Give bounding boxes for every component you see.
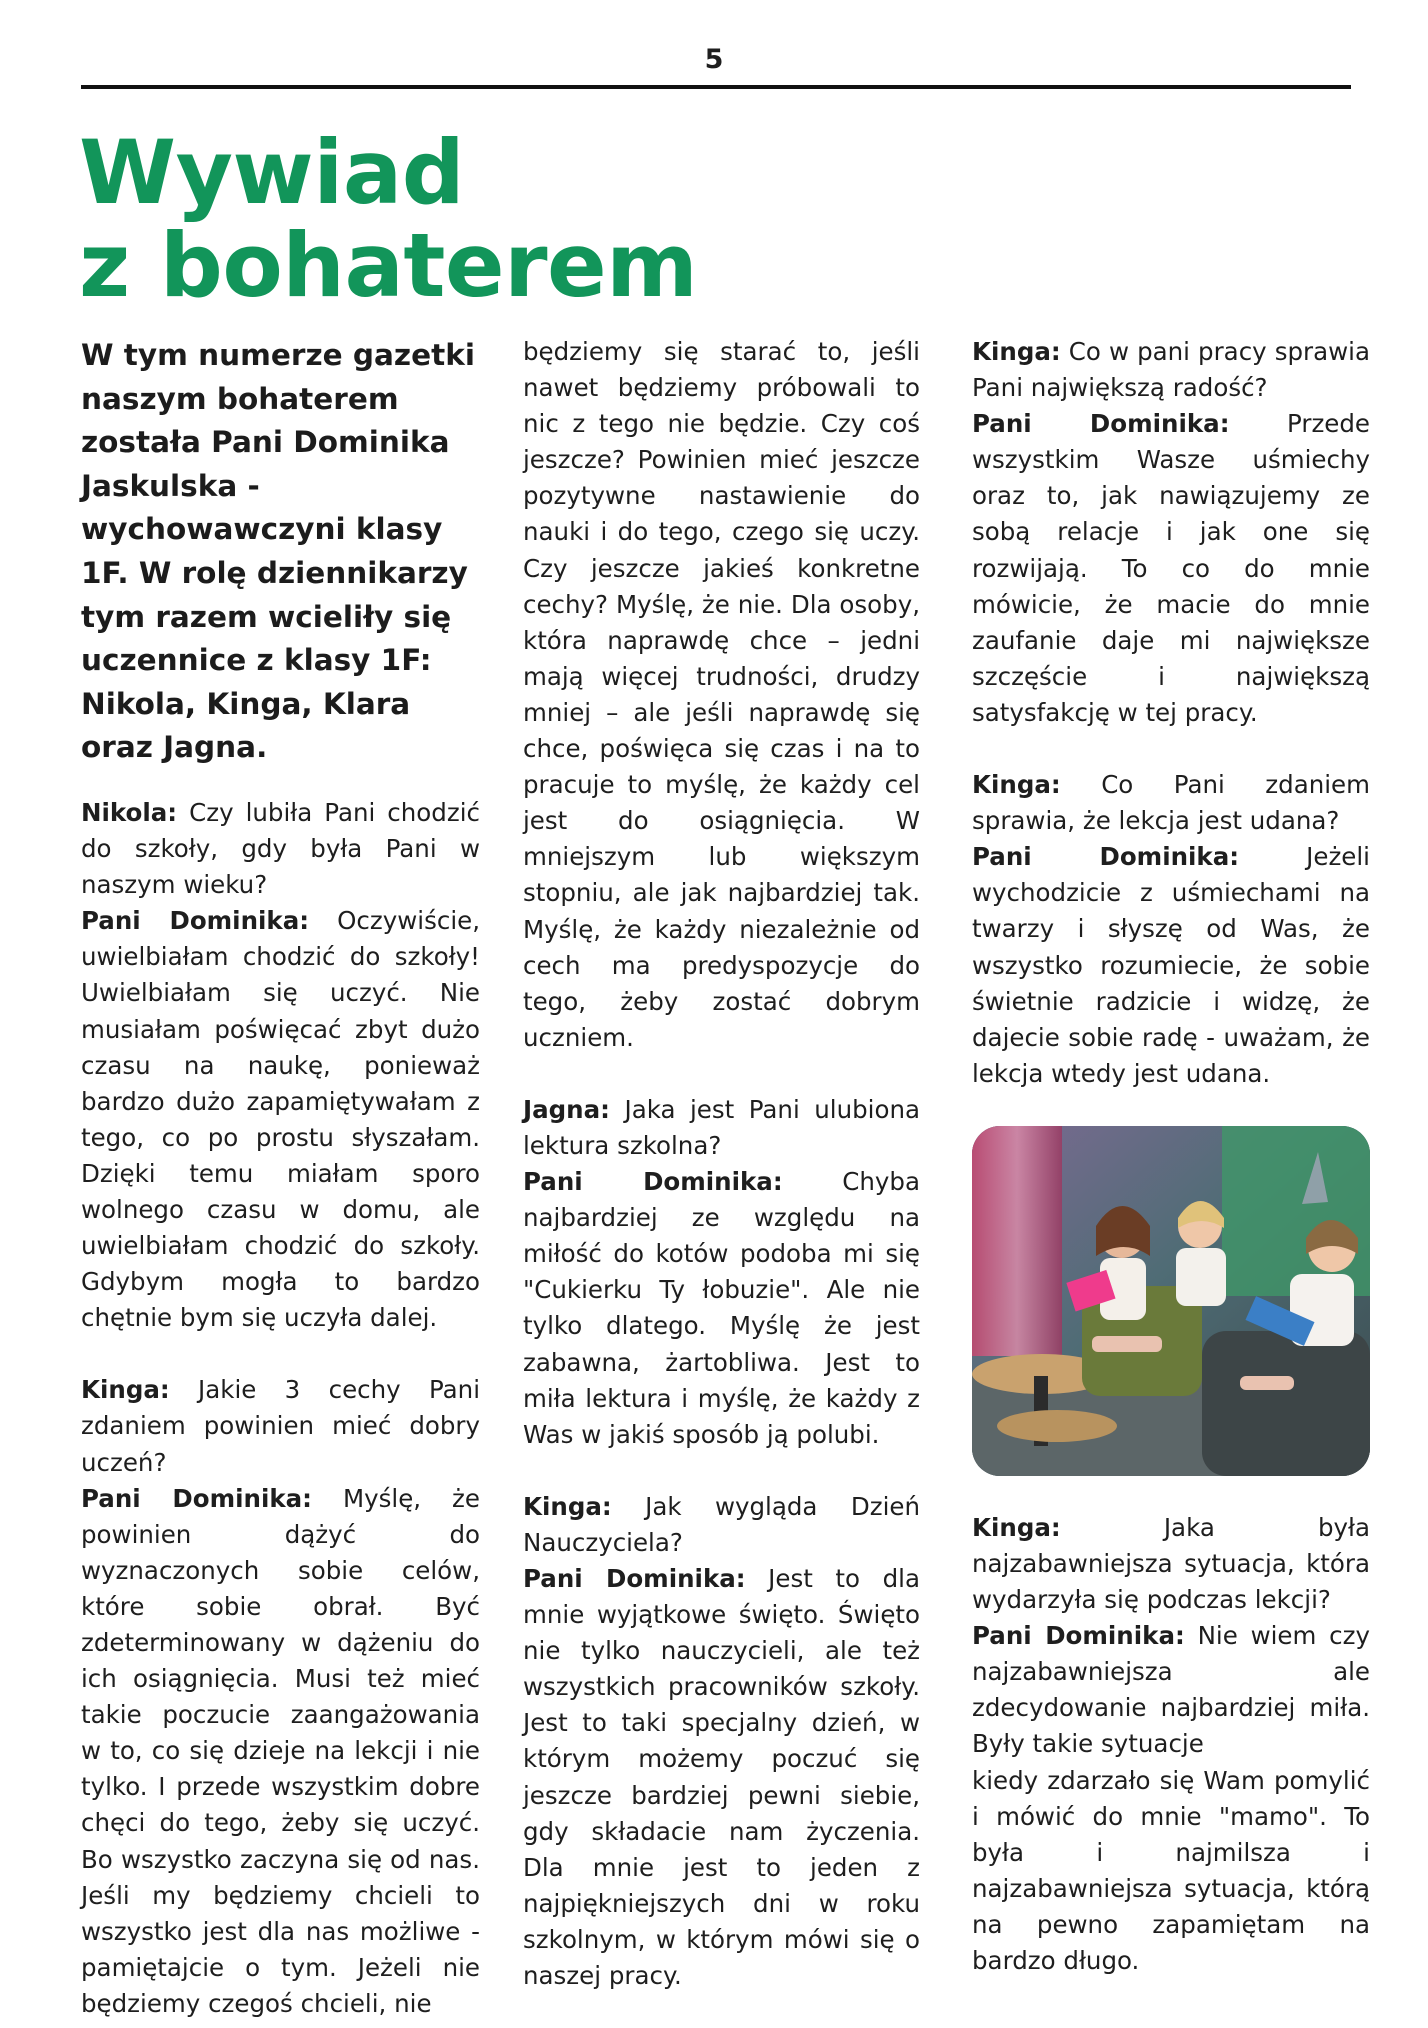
answer-5 xyxy=(972,406,1370,731)
answer-7-continued: kiedy zdarzało się Wam pomylić i mówić do mnie "mamo". To była i najmilsza i najzabawniejsza sytuacja, którą na pewno zapamiętam na bardzo długo. xyxy=(972,1765,1370,1975)
answer-text: Przede wszystkim Wasze uśmiechy oraz to, jak nawiązujemy ze sobą relacje i jak one się rozwijają. To co do mnie mówicie, że macie do mnie zaufanie daje mi największe szczęście i największą satysfakcję w tej pracy. xyxy=(972,409,1370,727)
question-text: Co Pani zdaniem sprawia, że lekcja jest udana? xyxy=(972,770,1370,836)
speaker-label: Pani Dominika: xyxy=(972,1621,1185,1651)
article-title xyxy=(79,121,698,317)
column-1 xyxy=(81,334,480,2022)
question-7 xyxy=(972,1510,1370,1618)
answer-text: Myślę, że powinien dążyć do wyznaczonych sobie celów, które sobie obrał. Być zdeterminowany w dążeniu do ich osiągnięcia. Musi też mieć takie poczucie zaangażowania w to, co się dzieje na lekcji i nie tylko. I przede wszystkim dobre chęci do tego, żeby się uczyć. Bo wszystko zaczyna się od nas. Jeśli my będziemy chcieli to wszystko jest dla nas możliwe - pamiętajcie o tym. Jeżeli nie będziemy czegoś chcieli, nie xyxy=(81,1483,480,2018)
question-text: Jaka jest Pani ulubiona lektura szkolna? xyxy=(523,1094,920,1160)
header-rule xyxy=(81,85,1351,89)
speaker-label: Pani Dominika: xyxy=(81,1483,312,1513)
answer-text: Jest to dla mnie wyjątkowe święto. Święto nie tylko nauczycieli, ale też wszystkich pracowników szkoły. Jest to taki specjalny dzień, w którym możemy poczuć się jeszcze bardziej pewni siebie, gdy składacie nam życzenia. Dla mnie jest to jeden z najpiękniejszych dni w roku szkolnym, w którym mówi się o naszej pracy. xyxy=(523,1564,920,1991)
question-text: Co w pani pracy sprawia Pani największą radość? xyxy=(972,337,1370,403)
speaker-label: Nikola: xyxy=(81,797,178,827)
speaker-label: Kinga: xyxy=(972,1512,1061,1542)
answer-2 xyxy=(81,1481,480,2022)
answer-4 xyxy=(523,1561,920,1994)
classroom-photo xyxy=(972,1126,1370,1476)
answer-6 xyxy=(972,839,1370,1092)
speaker-label: Kinga: xyxy=(523,1491,612,1521)
question-2 xyxy=(81,1372,480,1480)
question-text: Jaka była najzabawniejsza sytuacja, która wydarzyła się podczas lekcji? xyxy=(972,1512,1370,1615)
speaker-label: Pani Dominika: xyxy=(81,906,310,936)
title-line-2: z bohaterem xyxy=(79,214,698,317)
column-2 xyxy=(523,334,920,1994)
speaker-label: Pani Dominika: xyxy=(972,409,1230,439)
answer-text: Jeżeli wychodzicie z uśmiechami na twarzy i słyszę od Was, że wszystko rozumiecie, że sobie świetnie radzicie i widzę, że dajecie sobie radę - uważam, że lekcja wtedy jest udana. xyxy=(972,842,1370,1088)
answer-1 xyxy=(81,903,480,1336)
answer-text: Oczywiście, uwielbiałam chodzić do szkoły! Uwielbiałam się uczyć. Nie musiałam poświęcać zbyt dużo czasu na naukę, ponieważ bardzo dużo zapamiętywałam z tego, co po prostu słyszałam. Dzięki temu miałam sporo wolnego czasu w domu, ale uwielbiałam chodzić do szkoły. Gdybym mogła to bardzo chętnie bym się uczyła dalej. xyxy=(81,906,481,1333)
question-text: Jakie 3 cechy Pani zdaniem powinien mieć dobry uczeń? xyxy=(81,1375,480,1477)
question-5 xyxy=(972,334,1370,406)
answer-text: Chyba najbardziej ze względu na miłość do kotów podoba mi się "Cukierku Ty łobuzie". Ale nie tylko dlatego. Myślę że jest zabawna, żartobliwa. Jest to miła lektura i myślę, że każdy z Was w jakiś sposób ją polubi. xyxy=(523,1167,920,1449)
answer-7 xyxy=(972,1618,1370,1762)
speaker-label: Kinga: xyxy=(972,337,1061,366)
speaker-label: Jagna: xyxy=(523,1094,610,1124)
question-4 xyxy=(523,1489,920,1561)
question-text: Jak wygląda Dzień Nauczyciela? xyxy=(523,1491,920,1557)
question-1 xyxy=(81,795,480,903)
speaker-label: Pani Dominika: xyxy=(523,1167,783,1197)
speaker-label: Kinga: xyxy=(81,1375,170,1405)
question-3 xyxy=(523,1092,920,1164)
column-3 xyxy=(972,334,1370,1979)
article-intro: W tym numerze gazetki naszym bohaterem została Pani Dominika Jaskulska - wychowawczyni klasy 1F. W rolę dziennikarzy tym razem wcieliły się uczennice z klasy 1F: Nikola, Kinga, Klara oraz Jagna. xyxy=(81,338,475,765)
question-6 xyxy=(972,767,1370,839)
speaker-label: Pani Dominika: xyxy=(972,842,1240,872)
speaker-label: Pani Dominika: xyxy=(523,1564,746,1593)
answer-3 xyxy=(523,1164,920,1453)
page-number: 5 xyxy=(704,44,724,75)
title-line-1: Wywiad xyxy=(79,121,465,224)
answer-text: Nie wiem czy najzabawniejsza ale zdecydowanie najbardziej miła. Były takie sytuacje xyxy=(972,1621,1371,1759)
question-text: Czy lubiła Pani chodzić do szkoły, gdy była Pani w naszym wieku? xyxy=(81,797,480,900)
speaker-label: Kinga: xyxy=(972,770,1061,800)
answer-2-continued: będziemy się starać to, jeśli nawet będziemy próbowali to nic z tego nie będzie. Czy coś jeszcze? Powinien mieć jeszcze pozytywne nastawienie do nauki i do tego, czego się uczy. Czy jeszcze jakieś konkretne cechy? Myślę, że nie. Dla osoby, która naprawdę chce – jedni mają więcej trudności, drudzy mniej – ale jeśli naprawdę się chce, poświęca się czas i na to pracuje to myślę, że każdy cel jest do osiągnięcia. W mniejszym lub większym stopniu, ale jak najbardziej tak. Myślę, że każdy niezależnie od cech ma predyspozycje do tego, żeby zostać dobrym uczniem. xyxy=(523,337,920,1052)
